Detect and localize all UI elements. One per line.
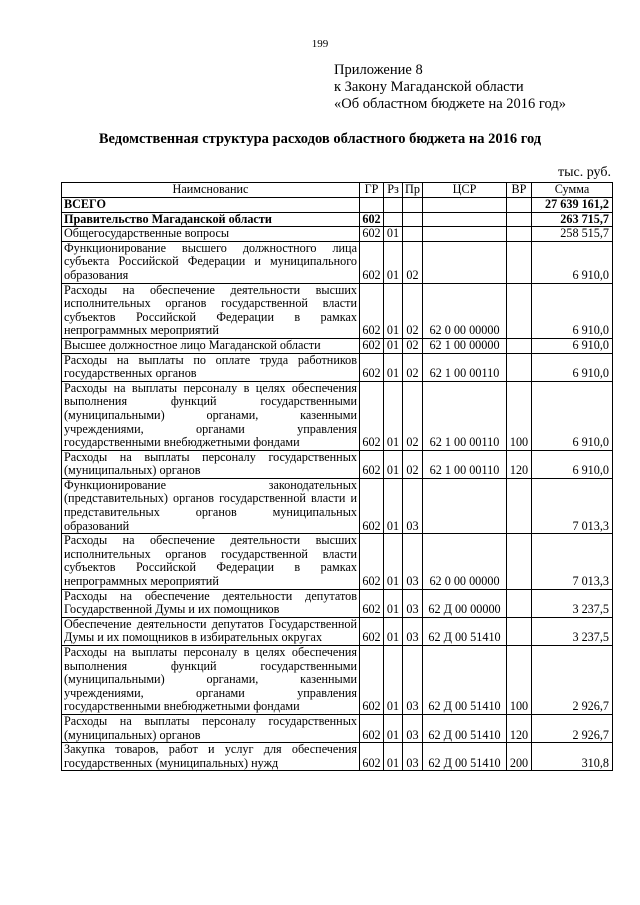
- cell-rz: 01: [384, 646, 403, 715]
- table-row: [62, 338, 613, 353]
- cell-rz: 01: [384, 353, 403, 381]
- cell-csr: 62 Д 00 51410: [423, 714, 507, 742]
- header-gr: ГР: [360, 183, 384, 198]
- cell-vr: [507, 589, 532, 617]
- cell-pr: 02: [403, 241, 423, 283]
- cell-pr: 03: [403, 589, 423, 617]
- table-body: [62, 198, 613, 771]
- cell-vr: [507, 212, 532, 227]
- table-row: [62, 381, 613, 450]
- budget-table: [61, 182, 613, 771]
- cell-csr: 62 1 00 00000: [423, 338, 507, 353]
- cell-gr: 602: [360, 589, 384, 617]
- header-vr: ВР: [507, 183, 532, 198]
- cell-sum: 2 926,7: [532, 646, 613, 715]
- cell-pr: 03: [403, 646, 423, 715]
- table-row: [62, 743, 613, 771]
- cell-gr: 602: [360, 478, 384, 533]
- cell-sum: 6 910,0: [532, 338, 613, 353]
- header-name: Наимснованис: [62, 183, 360, 198]
- appendix-block: [334, 62, 566, 113]
- cell-gr: 602: [360, 227, 384, 242]
- cell-csr: [423, 478, 507, 533]
- cell-pr: 03: [403, 478, 423, 533]
- table-header-row: [62, 183, 613, 198]
- table-row: [62, 353, 613, 381]
- cell-name: Высшее должностное лицо Магаданской области: [62, 338, 360, 353]
- cell-sum: 310,8: [532, 743, 613, 771]
- cell-csr: 62 Д 00 51410: [423, 743, 507, 771]
- cell-name: Функционирование высшего должностного лица субъекта Российской Федерации и муниципального образования: [62, 241, 360, 283]
- cell-gr: 602: [360, 450, 384, 478]
- cell-gr: 602: [360, 381, 384, 450]
- cell-name: Функционирование законодательных (представительных) органов государственной власти и представительных органов муниципальных образований: [62, 478, 360, 533]
- cell-vr: [507, 241, 532, 283]
- cell-vr: [507, 534, 532, 589]
- appendix-line-3: «Об областном бюджете на 2016 год»: [334, 96, 566, 112]
- cell-csr: [423, 212, 507, 227]
- cell-gr: 602: [360, 534, 384, 589]
- cell-sum: 27 639 161,2: [532, 198, 613, 213]
- cell-pr: 02: [403, 353, 423, 381]
- cell-gr: 602: [360, 241, 384, 283]
- cell-gr: 602: [360, 283, 384, 338]
- cell-rz: 01: [384, 381, 403, 450]
- cell-vr: 120: [507, 714, 532, 742]
- cell-csr: 62 1 00 00110: [423, 450, 507, 478]
- cell-gr: 602: [360, 743, 384, 771]
- table-row: [62, 714, 613, 742]
- appendix-line-1: Приложение 8: [334, 62, 423, 78]
- page-number: 199: [311, 38, 329, 50]
- cell-name: Правительство Магаданской области: [62, 212, 360, 227]
- cell-pr: [403, 212, 423, 227]
- cell-sum: 6 910,0: [532, 353, 613, 381]
- cell-rz: 01: [384, 617, 403, 645]
- cell-csr: [423, 241, 507, 283]
- cell-vr: [507, 478, 532, 533]
- table-row: [62, 227, 613, 242]
- cell-pr: 02: [403, 381, 423, 450]
- cell-name: Общегосударственные вопросы: [62, 227, 360, 242]
- cell-csr: 62 Д 00 51410: [423, 646, 507, 715]
- table-row: [62, 450, 613, 478]
- cell-pr: 02: [403, 283, 423, 338]
- cell-vr: [507, 353, 532, 381]
- table-row: [62, 212, 613, 227]
- cell-pr: 02: [403, 450, 423, 478]
- cell-rz: 01: [384, 241, 403, 283]
- cell-vr: [507, 338, 532, 353]
- cell-pr: [403, 198, 423, 213]
- cell-gr: 602: [360, 714, 384, 742]
- header-sum: Сумма: [532, 183, 613, 198]
- table-row: [62, 283, 613, 338]
- table-row: [62, 241, 613, 283]
- cell-name: Расходы на обеспечение деятельности депутатов Государственной Думы и их помощников: [62, 589, 360, 617]
- cell-name: ВСЕГО: [62, 198, 360, 213]
- cell-name: Закупка товаров, работ и услуг для обеспечения государственных (муниципальных) нужд: [62, 743, 360, 771]
- table-row: [62, 589, 613, 617]
- cell-gr: 602: [360, 338, 384, 353]
- cell-vr: [507, 283, 532, 338]
- cell-name: Расходы на обеспечение деятельности высших исполнительных органов государственной власти субъектов Российской Федерации в рамках непрограммных мероприятий: [62, 283, 360, 338]
- cell-csr: [423, 227, 507, 242]
- cell-rz: 01: [384, 589, 403, 617]
- cell-vr: 120: [507, 450, 532, 478]
- cell-rz: 01: [384, 478, 403, 533]
- table-row: [62, 617, 613, 645]
- cell-rz: 01: [384, 534, 403, 589]
- table-row: [62, 534, 613, 589]
- cell-rz: 01: [384, 714, 403, 742]
- cell-rz: 01: [384, 283, 403, 338]
- cell-pr: 03: [403, 617, 423, 645]
- cell-csr: [423, 198, 507, 213]
- cell-sum: 263 715,7: [532, 212, 613, 227]
- cell-pr: 03: [403, 714, 423, 742]
- cell-rz: 01: [384, 450, 403, 478]
- units-label: тыс. руб.: [558, 165, 611, 180]
- cell-gr: 602: [360, 212, 384, 227]
- table-row: [62, 646, 613, 715]
- cell-gr: 602: [360, 353, 384, 381]
- cell-name: Расходы на обеспечение деятельности высших исполнительных органов государственной власти субъектов Российской Федерации в рамках непрограммных мероприятий: [62, 534, 360, 589]
- cell-vr: 100: [507, 646, 532, 715]
- cell-sum: 258 515,7: [532, 227, 613, 242]
- cell-gr: 602: [360, 617, 384, 645]
- cell-sum: 6 910,0: [532, 283, 613, 338]
- cell-vr: [507, 617, 532, 645]
- cell-csr: 62 0 00 00000: [423, 283, 507, 338]
- cell-rz: [384, 212, 403, 227]
- cell-vr: [507, 227, 532, 242]
- cell-csr: 62 Д 00 51410: [423, 617, 507, 645]
- cell-pr: 02: [403, 338, 423, 353]
- cell-name: Расходы на выплаты персоналу в целях обеспечения выполнения функций государственными (муниципальными) органами, казенными учреждениями, органами управления государственными внебюджетными фондами: [62, 381, 360, 450]
- cell-vr: 100: [507, 381, 532, 450]
- cell-gr: 602: [360, 646, 384, 715]
- cell-csr: 62 0 00 00000: [423, 534, 507, 589]
- cell-pr: 03: [403, 743, 423, 771]
- cell-sum: 6 910,0: [532, 450, 613, 478]
- cell-sum: 2 926,7: [532, 714, 613, 742]
- appendix-line-2: к Закону Магаданской области: [334, 79, 524, 95]
- cell-name: Расходы на выплаты персоналу в целях обеспечения выполнения функций государственными (муниципальными) органами, казенными учреждениями, органами управления государственными внебюджетными фондами: [62, 646, 360, 715]
- cell-name: Обеспечение деятельности депутатов Государственной Думы и их помощников в избирательных округах: [62, 617, 360, 645]
- cell-rz: [384, 198, 403, 213]
- table-row: [62, 478, 613, 533]
- cell-pr: 03: [403, 534, 423, 589]
- cell-csr: 62 1 00 00110: [423, 353, 507, 381]
- header-csr: ЦСР: [423, 183, 507, 198]
- table-row: [62, 198, 613, 213]
- cell-sum: 6 910,0: [532, 381, 613, 450]
- header-pr: Пр: [403, 183, 423, 198]
- cell-vr: [507, 198, 532, 213]
- cell-gr: [360, 198, 384, 213]
- cell-sum: 7 013,3: [532, 534, 613, 589]
- cell-sum: 3 237,5: [532, 617, 613, 645]
- cell-sum: 6 910,0: [532, 241, 613, 283]
- cell-sum: 7 013,3: [532, 478, 613, 533]
- cell-name: Расходы на выплаты по оплате труда работников государственных органов: [62, 353, 360, 381]
- cell-vr: 200: [507, 743, 532, 771]
- cell-csr: 62 1 00 00110: [423, 381, 507, 450]
- cell-pr: [403, 227, 423, 242]
- cell-csr: 62 Д 00 00000: [423, 589, 507, 617]
- cell-sum: 3 237,5: [532, 589, 613, 617]
- cell-name: Расходы на выплаты персоналу государственных (муниципальных) органов: [62, 450, 360, 478]
- cell-rz: 01: [384, 227, 403, 242]
- cell-rz: 01: [384, 743, 403, 771]
- cell-rz: 01: [384, 338, 403, 353]
- cell-name: Расходы на выплаты персоналу государственных (муниципальных) органов: [62, 714, 360, 742]
- document-title: Ведомственная структура расходов областного бюджета на 2016 год: [98, 131, 542, 147]
- header-rz: Рз: [384, 183, 403, 198]
